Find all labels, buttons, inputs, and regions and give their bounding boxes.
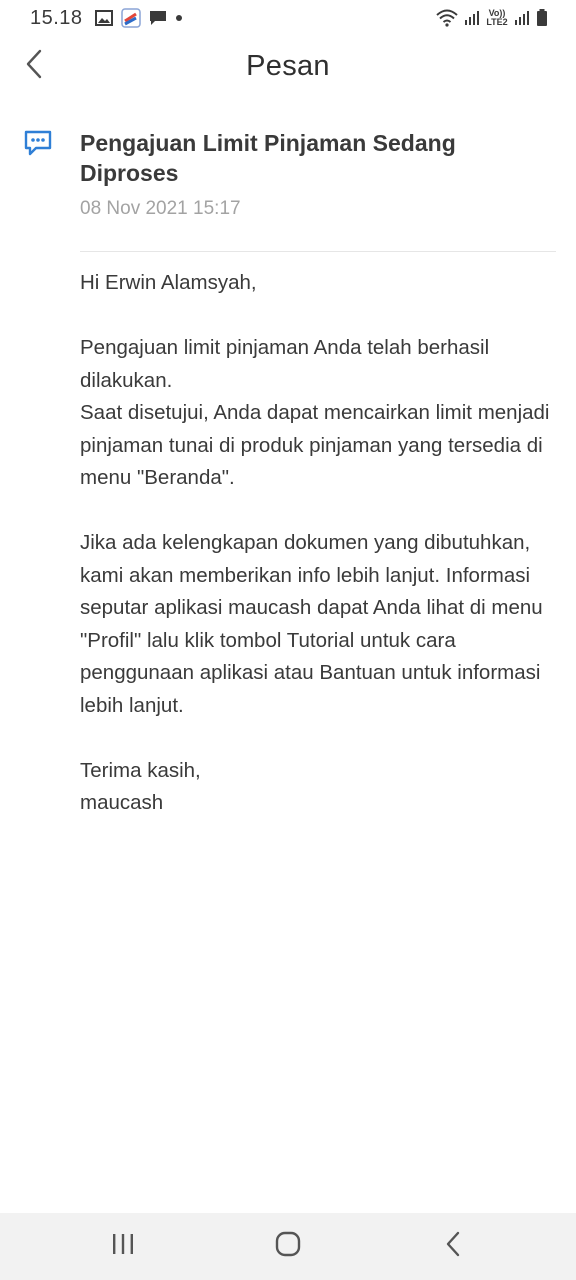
home-button[interactable] xyxy=(248,1217,328,1277)
chevron-left-icon xyxy=(24,49,44,84)
page-title: Pesan xyxy=(246,49,330,82)
paragraph-1-line-2: Saat disetujui, Anda dapat mencairkan limit menjadi pinjaman tunai di produk pinjaman yang tersedia di menu "Beranda". xyxy=(80,401,550,489)
signal-icon-2 xyxy=(514,10,530,26)
home-icon xyxy=(275,1231,301,1262)
message-title: Pengajuan Limit Pinjaman Sedang Diproses xyxy=(80,130,456,186)
message-bubble-icon xyxy=(24,130,52,156)
status-bar xyxy=(0,0,576,36)
back-icon xyxy=(445,1231,461,1262)
chat-bubble-icon xyxy=(149,10,167,26)
paragraph-1-line-1: Pengajuan limit pinjaman Anda telah berhasil dilakukan. xyxy=(80,336,490,392)
app-header xyxy=(0,36,576,96)
message-date: 08 Nov 2021 15:17 xyxy=(80,198,241,219)
battery-icon xyxy=(536,9,548,27)
app-notification-icon xyxy=(121,8,141,28)
greeting: Hi Erwin Alamsyah, xyxy=(80,271,257,294)
recent-apps-button[interactable] xyxy=(83,1217,163,1277)
wifi-icon xyxy=(436,9,458,27)
nav-back-button[interactable] xyxy=(413,1217,493,1277)
divider xyxy=(80,251,556,252)
status-time: 15.18 xyxy=(30,6,83,29)
recent-apps-icon xyxy=(111,1233,135,1260)
signal-icon xyxy=(464,10,480,26)
status-right xyxy=(436,9,548,27)
status-left xyxy=(30,7,183,30)
back-button[interactable] xyxy=(14,46,54,86)
closing: Terima kasih, xyxy=(80,758,201,782)
image-icon xyxy=(95,10,113,26)
message-body xyxy=(80,267,566,820)
paragraph-2: Jika ada kelengkapan dokumen yang dibutuhkan, kami akan memberikan info lebih lanjut. Informasi seputar aplikasi maucash dapat Anda lihat di menu "Profil" lalu klik tombol Tutorial untuk cara penggunaan aplikasi atau Bantuan untuk informasi lebih lanjut. xyxy=(80,531,543,717)
volte-lte2-icon: Vo)) LTE2 xyxy=(486,8,508,27)
system-nav-bar xyxy=(0,1213,576,1280)
signature: maucash xyxy=(80,791,164,814)
dot-icon xyxy=(175,14,183,22)
